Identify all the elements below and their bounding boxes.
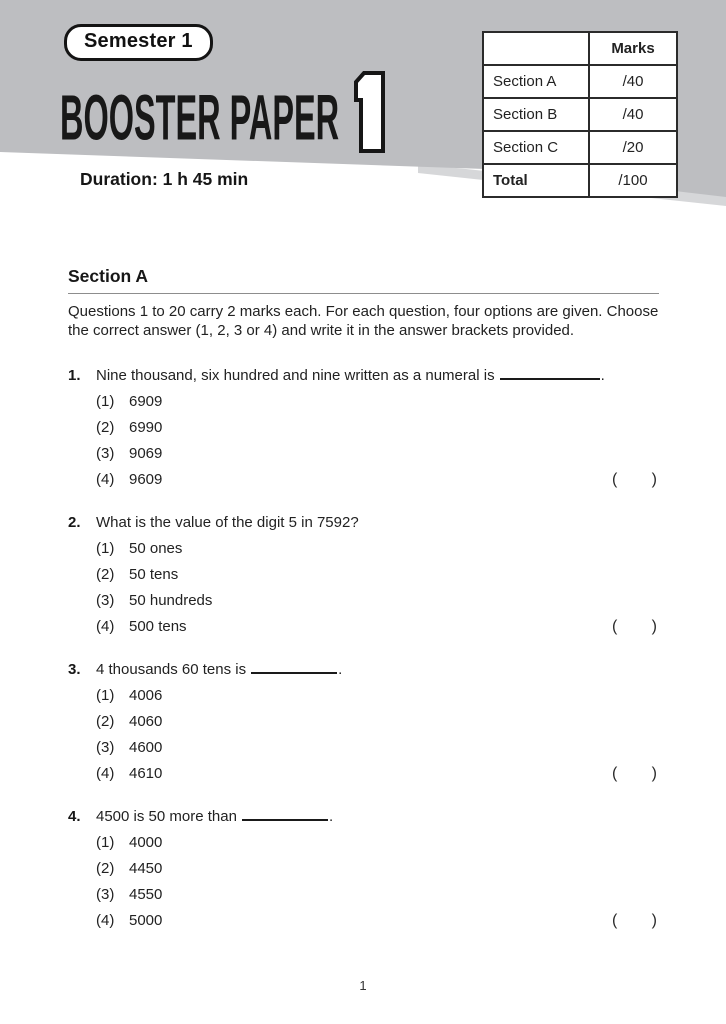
option-list [68,389,659,493]
option-value: 4600 [129,739,163,756]
section-a-heading: Section A [68,266,659,294]
question-text-body: What is the value of the digit 5 in 7592? [96,514,359,531]
marks-row-label: Section B [483,98,589,131]
option-value: 50 hundreds [129,592,213,609]
answer-bracket [612,908,657,934]
option-2 [96,709,659,735]
option-label: (4) [96,471,115,488]
question-head [68,363,659,389]
question-text [96,363,605,389]
option-label: (3) [96,445,115,462]
option-label: (4) [96,618,115,635]
answer-blank-line [251,661,337,674]
section-instructions: Questions 1 to 20 carry 2 marks each. For each question, four options are given. Choose the correct answer (1, 2, 3 or 4) and write it in the answer brackets provided. [68,303,659,339]
question-text [96,510,359,536]
option-list [68,536,659,640]
option-4 [96,614,659,640]
bracket-close: ) [651,618,657,635]
question-number: 3. [68,661,81,678]
option-label: (1) [96,687,115,704]
semester-badge: Semester 1 [64,24,213,61]
option-3 [96,882,659,908]
marks-row-label: Total [483,164,589,197]
bracket-close: ) [651,765,657,782]
marks-row-label: Section A [483,65,589,98]
option-label: (2) [96,566,115,583]
marks-row-value: /40 [589,98,677,131]
answer-bracket [612,467,657,493]
bracket-open: ( [612,618,618,635]
bracket-close: ) [651,912,657,929]
option-2 [96,415,659,441]
option-list [68,830,659,934]
option-3 [96,441,659,467]
option-1 [96,389,659,415]
bracket-open: ( [612,912,618,929]
option-value: 9609 [129,471,163,488]
page-number: 1 [359,978,367,993]
option-value: 50 ones [129,540,183,557]
option-3 [96,588,659,614]
option-value: 5000 [129,912,163,929]
question-4 [68,804,659,934]
paper-number-outline-digit [352,70,388,154]
option-label: (1) [96,393,115,410]
option-label: (3) [96,886,115,903]
option-3 [96,735,659,761]
question-head [68,510,659,536]
option-label: (4) [96,912,115,929]
question-head [68,804,659,830]
question-text-body: 4500 is 50 more than [96,808,237,825]
option-label: (2) [96,860,115,877]
answer-bracket [612,761,657,787]
bracket-close: ) [651,471,657,488]
bracket-open: ( [612,471,618,488]
marks-row-label: Section C [483,131,589,164]
table-row [483,131,677,164]
marks-table-header-row [483,32,677,65]
paper-body [68,266,659,951]
option-value: 6990 [129,419,163,436]
question-text [96,804,333,830]
option-1 [96,830,659,856]
option-label: (3) [96,592,115,609]
answer-blank-line [242,808,328,821]
option-value: 9069 [129,445,163,462]
question-text-body: 4 thousands 60 tens is [96,661,247,678]
marks-row-value: /100 [589,164,677,197]
option-value: 50 tens [129,566,179,583]
option-value: 4610 [129,765,163,782]
duration-label: Duration: 1 h 45 min [80,169,249,189]
option-value: 4060 [129,713,163,730]
option-label: (1) [96,540,115,557]
question-text-body: Nine thousand, six hundred and nine written as a numeral is [96,367,495,384]
table-row [483,98,677,131]
paper-title: BOOSTER PAPER [60,81,340,154]
question-3 [68,657,659,787]
question-text [96,657,342,683]
answer-bracket [612,614,657,640]
question-text-suffix: . [338,661,343,678]
option-value: 4450 [129,860,163,877]
question-text-suffix: . [600,367,605,384]
marks-table-corner-cell [483,32,589,65]
option-1 [96,536,659,562]
option-4 [96,761,659,787]
marks-row-value: /40 [589,65,677,98]
option-value: 4000 [129,834,163,851]
option-4 [96,908,659,934]
question-text-suffix: . [328,808,334,825]
option-value: 6909 [129,393,163,410]
option-value: 4006 [129,687,163,704]
option-2 [96,562,659,588]
option-label: (2) [96,713,115,730]
option-2 [96,856,659,882]
question-head [68,657,659,683]
answer-blank-line [500,367,600,380]
option-list [68,683,659,787]
option-4 [96,467,659,493]
marks-table-marks-header: Marks [589,32,677,65]
option-1 [96,683,659,709]
question-number: 1. [68,367,81,384]
question-number: 4. [68,808,81,825]
question-2 [68,510,659,640]
bracket-open: ( [612,765,618,782]
table-row [483,65,677,98]
option-label: (1) [96,834,115,851]
question-1 [68,363,659,493]
option-label: (4) [96,765,115,782]
marks-table [482,31,678,198]
question-list [68,363,659,934]
table-row-total [483,164,677,197]
marks-row-value: /20 [589,131,677,164]
option-label: (3) [96,739,115,756]
option-label: (2) [96,419,115,436]
option-value: 500 tens [129,618,187,635]
question-number: 2. [68,514,81,531]
option-value: 4550 [129,886,163,903]
